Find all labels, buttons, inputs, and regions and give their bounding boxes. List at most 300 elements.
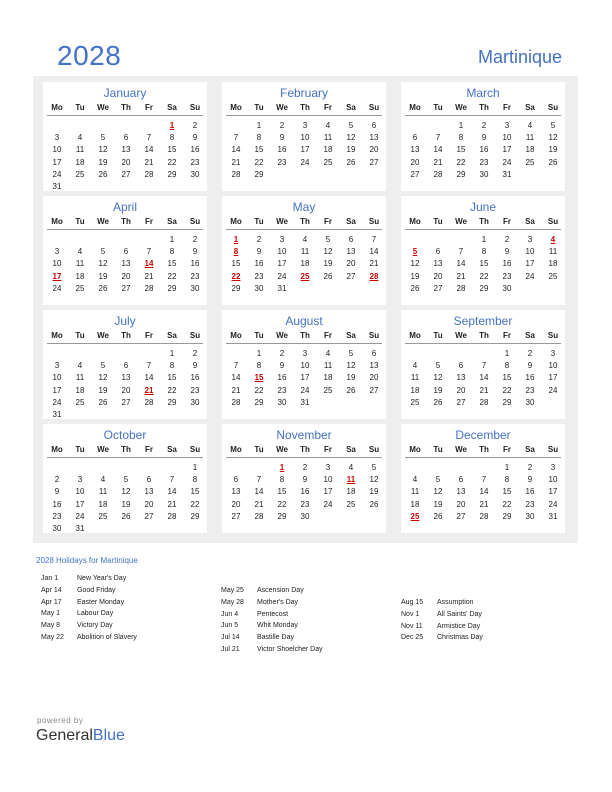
day-cell: 19 bbox=[548, 145, 558, 155]
day-cell: 19 bbox=[346, 145, 356, 155]
weekday-header: Sa bbox=[346, 445, 356, 454]
weekday-header: We bbox=[276, 217, 288, 226]
day-cell: 30 bbox=[190, 169, 200, 179]
day-cell: 7 bbox=[146, 361, 152, 371]
weekday-header: Tu bbox=[254, 445, 264, 454]
day-cell: 6 bbox=[146, 475, 152, 485]
day-cell: 23 bbox=[190, 385, 200, 395]
month-may bbox=[222, 196, 386, 305]
weekday-header: We bbox=[455, 217, 467, 226]
brand-general: General bbox=[36, 727, 93, 744]
day-cell: 9 bbox=[192, 247, 198, 257]
day-cell: 25 bbox=[548, 271, 558, 281]
weekday-header: Th bbox=[479, 445, 489, 454]
day-cell: 21 bbox=[369, 259, 379, 269]
day-cell: 10 bbox=[548, 475, 558, 485]
day-cell: 22 bbox=[254, 157, 264, 167]
day-cell: 8 bbox=[192, 475, 198, 485]
day-cell: 10 bbox=[52, 145, 62, 155]
day-cell: 23 bbox=[300, 499, 310, 509]
weekday-header: Su bbox=[368, 103, 380, 112]
holiday-day: 22 bbox=[231, 271, 241, 281]
weekday-header: Th bbox=[479, 217, 489, 226]
day-cell: 10 bbox=[502, 133, 512, 143]
day-cell: 22 bbox=[277, 499, 287, 509]
day-cell: 5 bbox=[550, 121, 556, 130]
day-cell: 24 bbox=[300, 385, 310, 395]
month-october bbox=[43, 424, 207, 533]
month-name: January bbox=[103, 86, 147, 100]
day-cell: 3 bbox=[550, 463, 556, 472]
day-cell: 16 bbox=[277, 145, 287, 155]
holiday-date: Jul 21 bbox=[221, 646, 240, 653]
day-cell: 11 bbox=[410, 373, 420, 383]
weekday-header: Su bbox=[189, 217, 201, 226]
day-cell: 19 bbox=[369, 487, 379, 497]
holiday-name: Armistice Day bbox=[437, 622, 481, 630]
day-cell: 8 bbox=[256, 133, 262, 143]
day-cell: 8 bbox=[504, 361, 510, 371]
day-cell: 18 bbox=[75, 271, 85, 281]
day-cell: 7 bbox=[233, 361, 239, 371]
day-cell: 6 bbox=[123, 361, 129, 371]
holiday-date: Nov 11 bbox=[401, 622, 423, 630]
header-divider bbox=[405, 115, 561, 116]
holiday-name: Pentecost bbox=[257, 610, 289, 618]
day-cell: 22 bbox=[479, 271, 489, 281]
day-cell: 14 bbox=[433, 145, 443, 155]
holiday-name: All Saints' Day bbox=[437, 610, 482, 618]
day-cell: 15 bbox=[167, 259, 177, 269]
day-cell: 11 bbox=[75, 259, 85, 269]
day-cell: 22 bbox=[254, 385, 264, 395]
day-cell: 15 bbox=[502, 487, 512, 497]
day-cell: 12 bbox=[433, 373, 443, 383]
day-cell: 10 bbox=[300, 133, 310, 143]
weekday-header: Mo bbox=[409, 103, 421, 112]
day-cell: 2 bbox=[279, 349, 285, 358]
day-cell: 5 bbox=[348, 349, 354, 358]
day-cell: 17 bbox=[525, 259, 535, 269]
weekday-header: Mo bbox=[51, 445, 63, 454]
day-cell: 9 bbox=[527, 361, 533, 371]
day-cell: 21 bbox=[254, 499, 264, 509]
day-cell: 11 bbox=[300, 247, 310, 257]
day-cell: 13 bbox=[433, 259, 443, 269]
day-cell: 10 bbox=[52, 373, 62, 383]
day-cell: 16 bbox=[52, 499, 62, 509]
day-cell: 26 bbox=[323, 271, 333, 281]
holiday-day: 15 bbox=[254, 373, 264, 383]
day-cell: 20 bbox=[369, 373, 379, 383]
weekday-header: Su bbox=[368, 331, 380, 340]
day-cell: 29 bbox=[231, 283, 241, 293]
day-cell: 19 bbox=[346, 373, 356, 383]
day-cell: 26 bbox=[98, 397, 108, 407]
day-cell: 27 bbox=[433, 283, 443, 293]
day-cell: 1 bbox=[256, 121, 262, 130]
day-cell: 16 bbox=[190, 259, 200, 269]
day-cell: 2 bbox=[504, 235, 510, 244]
holiday-date: May 1 bbox=[41, 610, 61, 618]
day-cell: 10 bbox=[277, 247, 287, 257]
day-cell: 28 bbox=[231, 397, 241, 407]
weekday-header: Tu bbox=[433, 103, 443, 112]
day-cell: 6 bbox=[458, 475, 464, 485]
weekday-header: Fr bbox=[503, 217, 511, 226]
day-cell: 23 bbox=[52, 511, 62, 521]
day-cell: 2 bbox=[527, 349, 533, 358]
holiday-name: Ascension Day bbox=[257, 587, 304, 594]
holiday-name: New Year's Day bbox=[77, 575, 127, 582]
holiday-name: Bastille Day bbox=[257, 634, 294, 642]
holiday-name: Mother's Day bbox=[257, 598, 299, 606]
day-cell: 18 bbox=[410, 385, 420, 395]
day-cell: 27 bbox=[456, 397, 466, 407]
day-cell: 8 bbox=[169, 247, 175, 257]
holiday-date: Dec 25 bbox=[401, 634, 424, 642]
month-name: April bbox=[112, 200, 137, 214]
day-cell: 5 bbox=[325, 235, 331, 244]
day-cell: 30 bbox=[300, 511, 310, 521]
day-cell: 16 bbox=[479, 145, 489, 155]
day-cell: 6 bbox=[123, 133, 129, 143]
day-cell: 12 bbox=[98, 373, 108, 383]
day-cell: 30 bbox=[254, 283, 264, 293]
day-cell: 3 bbox=[279, 235, 285, 244]
day-cell: 26 bbox=[98, 283, 108, 293]
weekday-header: Su bbox=[547, 331, 559, 340]
day-cell: 9 bbox=[481, 133, 487, 143]
day-cell: 3 bbox=[302, 121, 308, 130]
day-cell: 20 bbox=[456, 499, 466, 509]
day-cell: 18 bbox=[323, 145, 333, 155]
day-cell: 15 bbox=[456, 145, 466, 155]
day-cell: 7 bbox=[169, 475, 175, 485]
holiday-day: 28 bbox=[369, 271, 379, 281]
weekday-header: Mo bbox=[51, 331, 63, 340]
weekday-header: Sa bbox=[525, 331, 535, 340]
header-divider bbox=[47, 457, 203, 458]
day-cell: 23 bbox=[190, 271, 200, 281]
weekday-header: We bbox=[97, 445, 109, 454]
weekday-header: We bbox=[455, 445, 467, 454]
weekday-header: We bbox=[276, 331, 288, 340]
day-cell: 9 bbox=[192, 133, 198, 143]
day-cell: 26 bbox=[346, 385, 356, 395]
day-cell: 1 bbox=[481, 235, 487, 244]
day-cell: 11 bbox=[98, 487, 108, 497]
holiday-day: 5 bbox=[412, 247, 418, 257]
day-cell: 29 bbox=[277, 511, 287, 521]
day-cell: 22 bbox=[190, 499, 200, 509]
day-cell: 2 bbox=[192, 121, 198, 130]
header-divider bbox=[405, 457, 561, 458]
weekday-header: Th bbox=[300, 103, 310, 112]
day-cell: 30 bbox=[190, 283, 200, 293]
day-cell: 4 bbox=[412, 361, 418, 371]
day-cell: 10 bbox=[525, 247, 535, 257]
holiday-day: 25 bbox=[410, 511, 420, 521]
day-cell: 20 bbox=[369, 145, 379, 155]
header-divider bbox=[226, 115, 382, 116]
weekday-header: Fr bbox=[145, 445, 153, 454]
day-cell: 21 bbox=[479, 499, 489, 509]
day-cell: 13 bbox=[410, 145, 420, 155]
month-january bbox=[43, 82, 207, 191]
header-divider bbox=[226, 343, 382, 344]
day-cell: 15 bbox=[502, 373, 512, 383]
day-cell: 14 bbox=[456, 259, 466, 269]
day-cell: 20 bbox=[231, 499, 241, 509]
weekday-header: Su bbox=[189, 331, 201, 340]
brand-blue: Blue bbox=[92, 727, 125, 744]
day-cell: 17 bbox=[277, 259, 287, 269]
day-cell: 29 bbox=[254, 169, 264, 179]
holiday-name: Victory Day bbox=[77, 622, 113, 630]
weekday-header: Fr bbox=[503, 445, 511, 454]
day-cell: 24 bbox=[548, 499, 558, 509]
day-cell: 20 bbox=[410, 157, 420, 167]
day-cell: 18 bbox=[98, 499, 108, 509]
day-cell: 28 bbox=[254, 511, 264, 521]
weekday-header: We bbox=[97, 331, 109, 340]
day-cell: 9 bbox=[279, 133, 285, 143]
day-cell: 22 bbox=[167, 385, 177, 395]
day-cell: 2 bbox=[256, 235, 262, 244]
day-cell: 19 bbox=[433, 385, 443, 395]
day-cell: 3 bbox=[54, 247, 60, 257]
holiday-name: Abolition of Slavery bbox=[77, 634, 137, 641]
day-cell: 12 bbox=[548, 133, 558, 143]
day-cell: 29 bbox=[456, 169, 466, 179]
day-cell: 21 bbox=[231, 157, 241, 167]
day-cell: 4 bbox=[100, 475, 106, 485]
day-cell: 7 bbox=[371, 235, 377, 244]
day-cell: 10 bbox=[300, 361, 310, 371]
powered-by-label: powered by bbox=[37, 716, 84, 725]
day-cell: 29 bbox=[502, 397, 512, 407]
weekday-header: Mo bbox=[230, 217, 242, 226]
day-cell: 19 bbox=[410, 271, 420, 281]
month-name: November bbox=[276, 428, 332, 442]
day-cell: 12 bbox=[346, 133, 356, 143]
day-cell: 12 bbox=[410, 259, 420, 269]
day-cell: 5 bbox=[100, 133, 106, 143]
holiday-day: 11 bbox=[346, 475, 356, 485]
holiday-date: Jun 4 bbox=[221, 610, 239, 618]
day-cell: 28 bbox=[456, 283, 466, 293]
day-cell: 28 bbox=[479, 397, 489, 407]
weekday-header: Mo bbox=[230, 103, 242, 112]
day-cell: 11 bbox=[525, 133, 535, 143]
weekday-header: We bbox=[276, 445, 288, 454]
day-cell: 6 bbox=[348, 235, 354, 244]
day-cell: 24 bbox=[525, 271, 535, 281]
day-cell: 28 bbox=[167, 511, 177, 521]
weekday-header: Sa bbox=[525, 103, 535, 112]
day-cell: 9 bbox=[302, 475, 308, 485]
calendar-grid bbox=[33, 76, 578, 543]
day-cell: 24 bbox=[548, 385, 558, 395]
day-cell: 30 bbox=[479, 169, 489, 179]
day-cell: 1 bbox=[169, 349, 175, 358]
day-cell: 6 bbox=[435, 247, 441, 257]
day-cell: 23 bbox=[277, 157, 287, 167]
header-divider bbox=[47, 115, 203, 116]
weekday-header: Mo bbox=[409, 445, 421, 454]
day-cell: 14 bbox=[479, 373, 489, 383]
day-cell: 31 bbox=[277, 283, 287, 293]
day-cell: 18 bbox=[75, 385, 85, 395]
day-cell: 25 bbox=[346, 499, 356, 509]
month-name: December bbox=[455, 428, 511, 442]
day-cell: 13 bbox=[121, 373, 131, 383]
month-name: July bbox=[114, 314, 136, 328]
day-cell: 23 bbox=[254, 271, 264, 281]
day-cell: 1 bbox=[504, 463, 510, 472]
day-cell: 18 bbox=[346, 487, 356, 497]
day-cell: 4 bbox=[348, 463, 354, 472]
day-cell: 26 bbox=[410, 283, 420, 293]
day-cell: 2 bbox=[54, 475, 60, 485]
day-cell: 21 bbox=[433, 157, 443, 167]
day-cell: 21 bbox=[479, 385, 489, 395]
day-cell: 14 bbox=[144, 373, 154, 383]
day-cell: 16 bbox=[190, 145, 200, 155]
header-divider bbox=[226, 229, 382, 230]
day-cell: 20 bbox=[456, 385, 466, 395]
day-cell: 17 bbox=[52, 157, 62, 167]
month-name: May bbox=[292, 200, 316, 214]
day-cell: 18 bbox=[525, 145, 535, 155]
day-cell: 17 bbox=[502, 145, 512, 155]
day-cell: 11 bbox=[75, 145, 85, 155]
day-cell: 19 bbox=[323, 259, 333, 269]
day-cell: 21 bbox=[144, 157, 154, 167]
holiday-name: Victor Shoelcher Day bbox=[257, 646, 323, 653]
weekday-header: Su bbox=[547, 217, 559, 226]
day-cell: 18 bbox=[323, 373, 333, 383]
day-cell: 19 bbox=[98, 385, 108, 395]
weekday-header: Mo bbox=[51, 217, 63, 226]
month-name: June bbox=[469, 200, 497, 214]
day-cell: 6 bbox=[458, 361, 464, 371]
day-cell: 21 bbox=[144, 271, 154, 281]
day-cell: 6 bbox=[412, 133, 418, 143]
day-cell: 13 bbox=[121, 259, 131, 269]
day-cell: 26 bbox=[121, 511, 131, 521]
month-november bbox=[222, 424, 386, 533]
day-cell: 31 bbox=[52, 182, 62, 191]
day-cell: 23 bbox=[525, 385, 535, 395]
holiday-name: Christmas Day bbox=[437, 634, 483, 642]
holiday-name: Good Friday bbox=[77, 586, 116, 594]
weekday-header: Fr bbox=[145, 331, 153, 340]
day-cell: 5 bbox=[435, 475, 441, 485]
day-cell: 15 bbox=[167, 145, 177, 155]
day-cell: 30 bbox=[502, 283, 512, 293]
holiday-name: Assumption bbox=[437, 599, 474, 606]
month-september bbox=[401, 310, 565, 419]
day-cell: 30 bbox=[525, 511, 535, 521]
day-cell: 12 bbox=[346, 361, 356, 371]
day-cell: 14 bbox=[144, 145, 154, 155]
weekday-header: Tu bbox=[254, 217, 264, 226]
day-cell: 9 bbox=[256, 247, 262, 257]
day-cell: 3 bbox=[302, 349, 308, 358]
day-cell: 24 bbox=[52, 169, 62, 179]
day-cell: 13 bbox=[456, 487, 466, 497]
holiday-date: Nov 1 bbox=[401, 610, 420, 618]
header-divider bbox=[405, 229, 561, 230]
holiday-day: 21 bbox=[144, 385, 154, 395]
day-cell: 16 bbox=[190, 373, 200, 383]
day-cell: 2 bbox=[527, 463, 533, 472]
weekday-header: Th bbox=[121, 217, 131, 226]
day-cell: 21 bbox=[231, 385, 241, 395]
day-cell: 16 bbox=[277, 373, 287, 383]
month-name: October bbox=[103, 428, 147, 442]
weekday-header: Th bbox=[300, 445, 310, 454]
month-february bbox=[222, 82, 386, 191]
holiday-name: Whit Monday bbox=[257, 622, 298, 630]
day-cell: 24 bbox=[52, 283, 62, 293]
day-cell: 4 bbox=[325, 349, 331, 358]
day-cell: 27 bbox=[369, 385, 379, 395]
weekday-header: Sa bbox=[167, 217, 177, 226]
day-cell: 1 bbox=[256, 349, 262, 358]
holiday-name: Labour Day bbox=[77, 610, 114, 618]
day-cell: 9 bbox=[54, 487, 60, 497]
day-cell: 11 bbox=[323, 133, 333, 143]
weekday-header: Th bbox=[300, 331, 310, 340]
day-cell: 13 bbox=[121, 145, 131, 155]
holiday-day: 1 bbox=[169, 121, 175, 130]
weekday-header: Tu bbox=[433, 445, 443, 454]
day-cell: 8 bbox=[256, 361, 262, 371]
day-cell: 7 bbox=[458, 247, 464, 257]
day-cell: 3 bbox=[550, 349, 556, 358]
day-cell: 28 bbox=[433, 169, 443, 179]
day-cell: 11 bbox=[323, 361, 333, 371]
weekday-header: We bbox=[276, 103, 288, 112]
day-cell: 18 bbox=[75, 157, 85, 167]
weekday-header: Mo bbox=[51, 103, 63, 112]
day-cell: 26 bbox=[369, 499, 379, 509]
day-cell: 29 bbox=[167, 397, 177, 407]
weekday-header: Th bbox=[121, 445, 131, 454]
weekday-header: Tu bbox=[433, 331, 443, 340]
day-cell: 15 bbox=[479, 259, 489, 269]
day-cell: 19 bbox=[98, 157, 108, 167]
brand-logo bbox=[36, 727, 125, 745]
day-cell: 30 bbox=[190, 397, 200, 407]
day-cell: 16 bbox=[300, 487, 310, 497]
day-cell: 20 bbox=[144, 499, 154, 509]
holiday-day: 14 bbox=[144, 259, 154, 269]
day-cell: 25 bbox=[525, 157, 535, 167]
day-cell: 21 bbox=[456, 271, 466, 281]
weekday-header: Tu bbox=[254, 331, 264, 340]
day-cell: 26 bbox=[346, 157, 356, 167]
day-cell: 15 bbox=[167, 373, 177, 383]
month-march bbox=[401, 82, 565, 191]
day-cell: 29 bbox=[167, 169, 177, 179]
weekday-header: Fr bbox=[324, 217, 332, 226]
day-cell: 8 bbox=[169, 361, 175, 371]
weekday-header: Th bbox=[479, 103, 489, 112]
